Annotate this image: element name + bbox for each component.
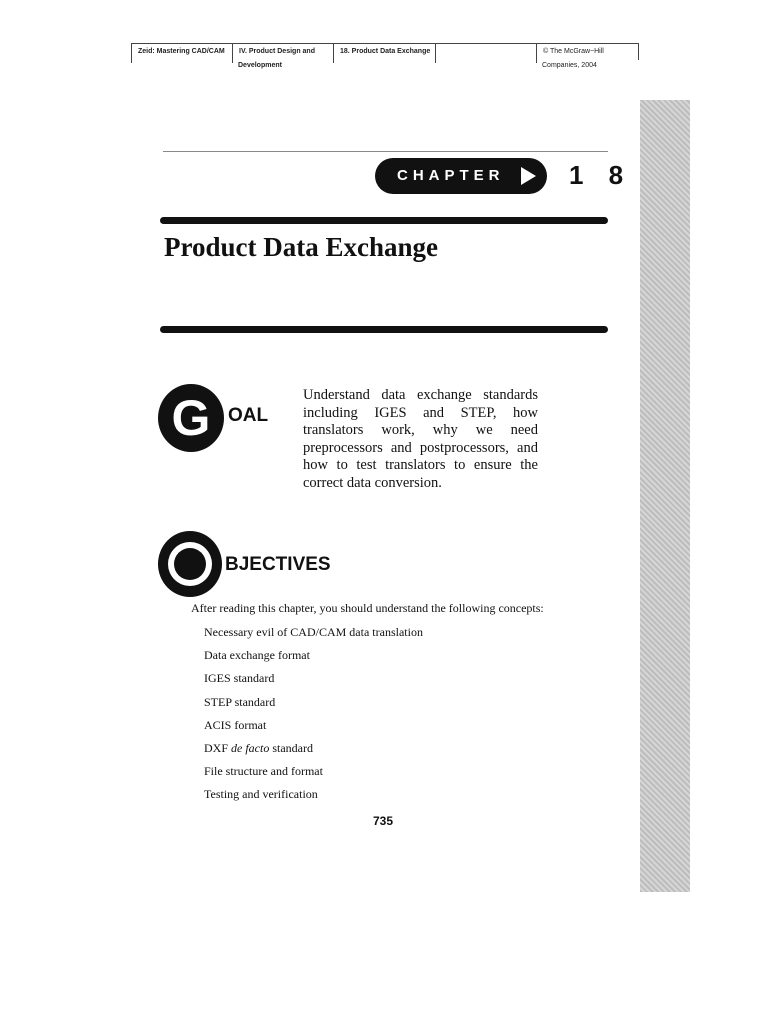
objectives-badge-inner [174,548,206,580]
objectives-heading: BJECTIVES [225,554,331,575]
header-copyright-line2: Companies, 2004 [542,62,597,69]
list-item: STEP standard [204,694,276,709]
page-number: 735 [373,814,394,828]
running-header [131,43,639,60]
header-book-title: Zeid: Mastering CAD/CAM [131,44,230,63]
chapter-label: CHAPTER [397,167,505,184]
play-arrow-icon [521,167,536,185]
dxf-prefix: DXF [204,740,232,755]
list-item: File structure and format [204,764,323,779]
goal-heading: OAL [228,405,269,426]
header-chapter: 18. Product Data Exchange [333,44,436,63]
top-thin-rule [163,151,608,152]
goal-badge-icon [158,384,224,452]
list-item: IGES standard [204,671,275,686]
list-item: Data exchange format [204,648,310,663]
goal-badge-letter: G [171,390,211,446]
list-item: ACIS format [204,717,267,732]
header-part-line1: IV. Product Design and [239,48,315,55]
objectives-list [204,624,423,810]
objectives-intro: After reading this chapter, you should understand the following concepts: [191,601,544,615]
header-copyright-line1: © The McGraw−Hill [543,48,604,55]
dxf-suffix: standard [269,740,313,755]
side-pattern-strip [640,100,690,892]
title-top-rule [160,217,608,224]
chapter-title: Product Data Exchange [164,232,438,262]
chapter-pill [375,158,547,194]
header-empty-cell [435,44,538,63]
objectives-badge-icon [158,531,222,597]
header-copyright [536,44,643,63]
dxf-italic: de facto [231,740,270,755]
header-part [232,44,331,63]
header-part-line2: Development [238,62,282,69]
chapter-number: 1 8 [569,160,633,190]
goal-text: Understand data exchange standards including IGES and STEP, how translators work, why we need preprocessors and postprocessors, and how to test translators to ensure the correct data conversion. [303,387,538,491]
title-bottom-rule [160,326,608,333]
header-end-border [638,44,639,60]
list-item: Testing and verification [204,787,318,802]
list-item-dxf [204,740,423,763]
list-item: Necessary evil of CAD/CAM data translation [204,625,423,639]
